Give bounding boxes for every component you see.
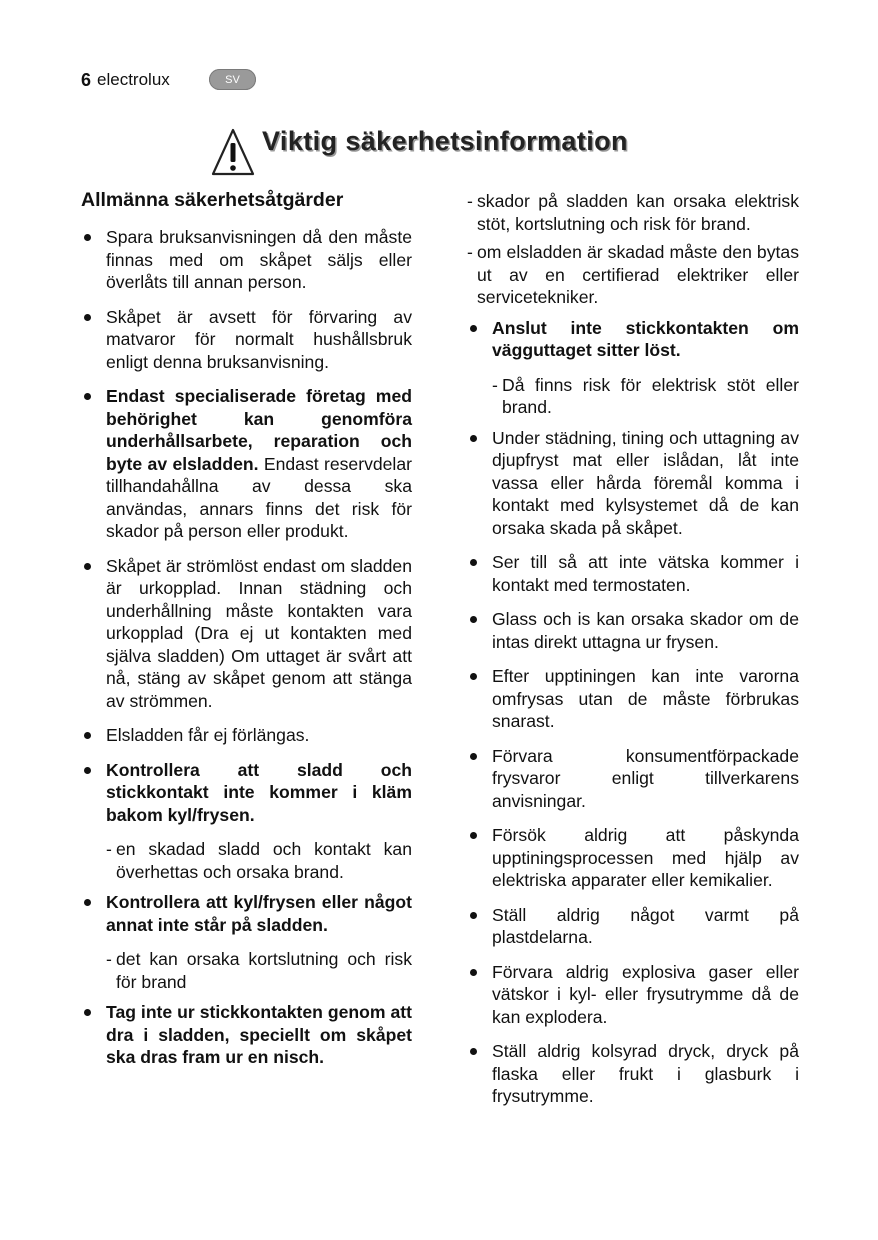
sub-item bbox=[81, 838, 412, 883]
list-item: Efter upptiningen kan inte varorna omfrysas utan de måste förbrukas snarast. bbox=[467, 665, 799, 733]
warning-triangle-icon bbox=[210, 126, 256, 178]
page-number: 6 bbox=[81, 69, 92, 90]
sub-item-text: det kan orsaka kortslutning och risk för brand bbox=[116, 949, 412, 992]
sub-item bbox=[81, 948, 412, 993]
page-header bbox=[81, 66, 170, 94]
dash: - bbox=[492, 374, 498, 395]
list-item: Skåpet är strömlöst endast om sladden är urkopplad. Innan städning och underhållning måste kontakten vara urkopplad (Dra ej ut kontakten med själva sladden) Om uttaget är svårt att nå, stäng av skåpet genom att stänga av strömmen. bbox=[81, 555, 412, 713]
list-item: Anslut inte stickkontakten om vägguttaget sitter löst. bbox=[467, 317, 799, 362]
title-block bbox=[210, 124, 628, 178]
list-item bbox=[81, 385, 412, 543]
list-item: Tag inte ur stickkontakten genom att dra i sladden, speciellt om skåpet ska dras fram ur en nisch. bbox=[81, 1001, 412, 1069]
list-item: Spara bruksanvisningen då den måste finnas med om skåpet säljs eller överlåts till annan person. bbox=[81, 226, 412, 294]
dash: - bbox=[467, 242, 473, 262]
sub-item-text: skador på sladden kan orsaka elektrisk stöt, kortslutning och risk för brand. bbox=[477, 191, 799, 234]
bold-text: Endast specialiserade företag med behörighet kan genomföra underhållsarbete, reparation och byte av elsladden. bbox=[106, 386, 412, 474]
language-badge: SV bbox=[209, 69, 256, 90]
list-item: Förvara aldrig explosiva gaser eller vätskor i kyl- eller frysutrymme då de kan explodera. bbox=[467, 961, 799, 1029]
list-item: Skåpet är avsett för förvaring av matvaror för normalt hushållsbruk enligt denna bruksanvisning. bbox=[81, 306, 412, 374]
list-item: Under städning, tining och uttagning av djupfryst mat eller islådan, låt inte vassa eller hårda föremål komma i kontakt med kylsystemet då de kan orsaka skada på skåpet. bbox=[467, 427, 799, 540]
section-heading: Allmänna säkerhetsåtgärder bbox=[81, 189, 344, 211]
right-column bbox=[467, 190, 799, 1120]
dash: - bbox=[106, 949, 112, 969]
dash: - bbox=[467, 191, 473, 211]
normal-text: Endast reservdelar tillhandahållna av dessa ska användas, annars finns det risk för skador på person eller produkt. bbox=[106, 453, 412, 541]
list-item: Ställ aldrig kolsyrad dryck, dryck på flaska eller frukt i glasburk i frysutrymme. bbox=[467, 1040, 799, 1108]
list-item: Glass och is kan orsaka skador om de intas direkt uttagna ur frysen. bbox=[467, 608, 799, 653]
sub-item-text: om elsladden är skadad måste den bytas ut av en certifierad elektriker eller servicetekniker. bbox=[477, 242, 799, 307]
left-column bbox=[81, 188, 412, 1081]
sub-item-text: Då finns risk för elektrisk stöt eller brand. bbox=[502, 374, 799, 417]
page-title: Viktig säkerhetsinformation bbox=[262, 126, 628, 156]
dash: - bbox=[106, 839, 112, 859]
sub-item bbox=[467, 374, 799, 419]
list-item: Ställ aldrig något varmt på plastdelarna. bbox=[467, 904, 799, 949]
list-item: Försök aldrig att påskynda upptiningsprocessen med hjälp av elektriska apparater eller kemikalier. bbox=[467, 824, 799, 892]
list-item: Ser till så att inte vätska kommer i kontakt med termostaten. bbox=[467, 551, 799, 596]
sub-item bbox=[467, 190, 799, 235]
list-item: Kontrollera att kyl/frysen eller något annat inte står på sladden. bbox=[81, 891, 412, 936]
list-item: Förvara konsumentförpackade frysvaror enligt tillverkarens anvisningar. bbox=[467, 745, 799, 813]
brand-name: electrolux bbox=[97, 70, 170, 89]
sub-item-text: en skadad sladd och kontakt kan överhettas och orsaka brand. bbox=[116, 839, 412, 882]
list-item: Kontrollera att sladd och stickkontakt inte kommer i kläm bakom kyl/frysen. bbox=[81, 759, 412, 827]
sub-item bbox=[467, 241, 799, 309]
list-item: Elsladden får ej förlängas. bbox=[81, 724, 412, 747]
